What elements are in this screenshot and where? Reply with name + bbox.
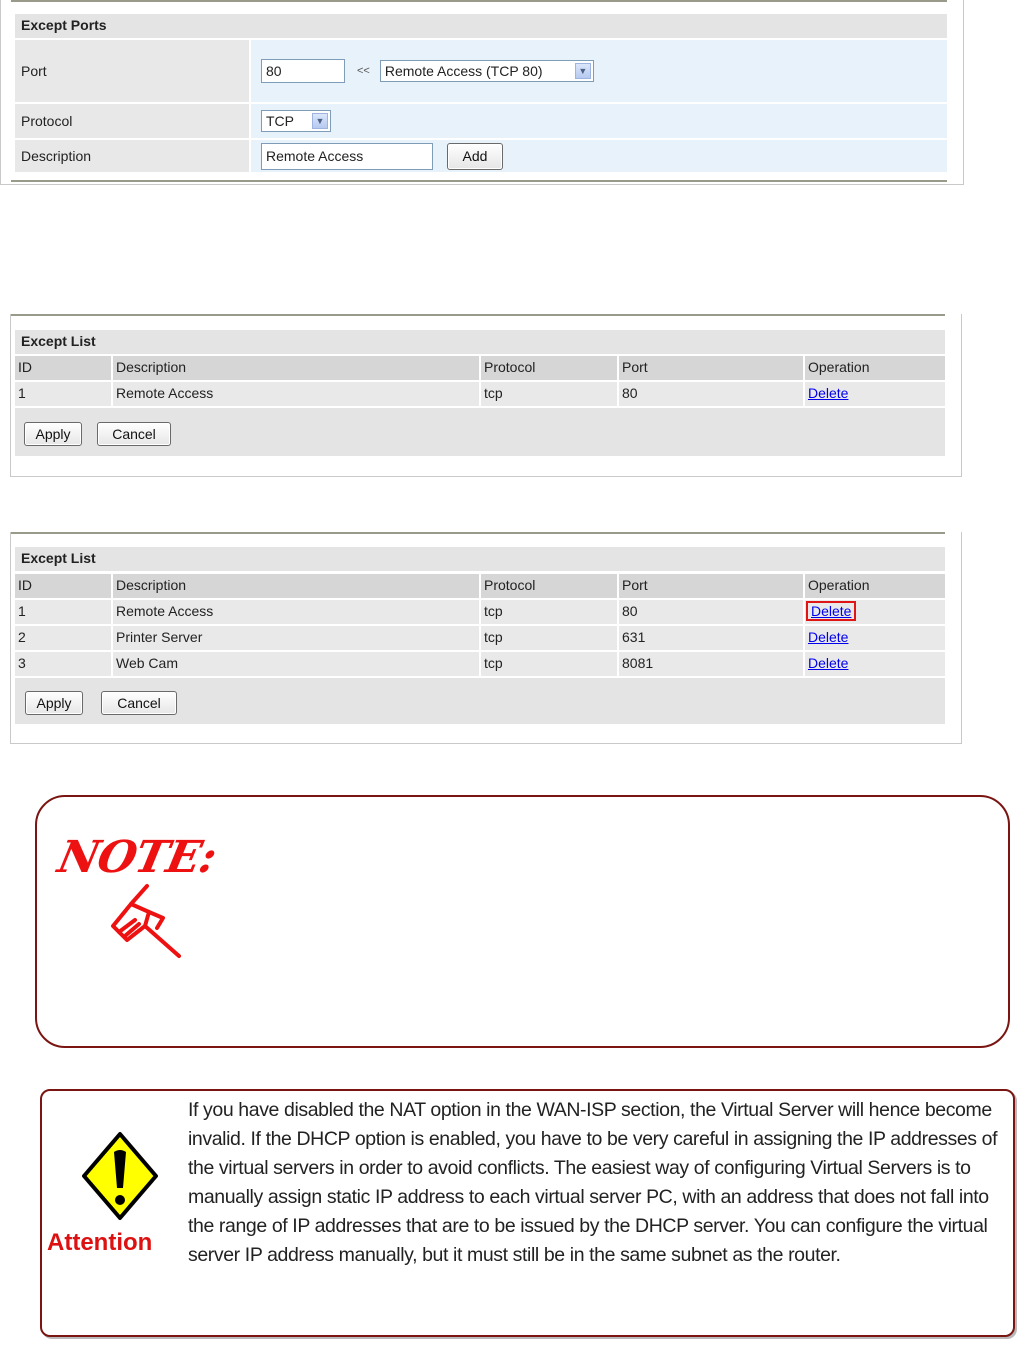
add-button[interactable]: Add [447, 143, 503, 170]
panel-top-rule [11, 314, 945, 316]
panel-top-rule [11, 0, 947, 2]
chevron-down-icon[interactable]: ▼ [575, 63, 591, 79]
port-preset-select[interactable] [380, 60, 594, 82]
protocol-value-cell [251, 104, 947, 138]
row-2-description: Printer Server [113, 626, 479, 650]
port-fill-arrow: << [357, 65, 370, 77]
except-list-title: Except List [15, 330, 945, 354]
row-3-id: 3 [15, 652, 111, 676]
port-label: Port [15, 40, 249, 102]
except-ports-panel [0, 0, 964, 185]
row-2-operation [805, 626, 945, 650]
delete-link-highlighted[interactable]: Delete [808, 603, 854, 619]
port-preset-value: Remote Access (TCP 80) [384, 63, 543, 79]
delete-link[interactable]: Delete [808, 655, 849, 671]
row-3-protocol: tcp [481, 652, 617, 676]
panel-top-rule [11, 532, 945, 534]
except-list-panel-2 [10, 532, 962, 744]
column-header-id: ID [15, 574, 111, 598]
column-header-protocol: Protocol [481, 356, 617, 380]
delete-link[interactable]: Delete [808, 629, 849, 645]
row-1-id: 1 [15, 600, 111, 624]
attention-text: If you have disabled the NAT option in the WAN-ISP section, the Virtual Server will hence become invalid. If the DHCP option is enabled, you have to be very careful in assigning the IP addresses of the virtual servers in order to avoid conflicts. The easiest way of configuring Virtual Servers is to manually assign static IP address to each virtual server PC, with an address that does not fall into the range of IP addresses that are to be issued by the DHCP server. You can configure the virtual server IP address manually, but it must still be in the same subnet as the router. [188, 1099, 998, 1266]
apply-button[interactable]: Apply [24, 422, 82, 446]
description-value-cell [251, 140, 947, 172]
column-header-protocol: Protocol [481, 574, 617, 598]
except-list-panel-1 [10, 314, 962, 477]
row-1-description: Remote Access [113, 600, 479, 624]
row-1-operation [805, 600, 945, 624]
row-2-port: 631 [619, 626, 803, 650]
row-1-description: Remote Access [113, 382, 479, 406]
row-3-port: 8081 [619, 652, 803, 676]
row-3-description: Web Cam [113, 652, 479, 676]
cancel-button[interactable]: Cancel [97, 422, 171, 446]
port-value-cell [251, 40, 947, 102]
column-header-operation: Operation [805, 574, 945, 598]
column-header-description: Description [113, 356, 479, 380]
description-label: Description [15, 140, 249, 172]
row-1-id: 1 [15, 382, 111, 406]
column-header-id: ID [15, 356, 111, 380]
protocol-value: TCP [266, 113, 294, 129]
column-header-port: Port [619, 574, 803, 598]
note-title: NOTE: [53, 832, 221, 883]
pen-hand-icon [105, 882, 183, 960]
column-header-operation: Operation [805, 356, 945, 380]
row-1-protocol: tcp [481, 600, 617, 624]
row-2-id: 2 [15, 626, 111, 650]
delete-link[interactable]: Delete [808, 385, 849, 401]
panel-bottom-rule [11, 180, 947, 182]
column-header-description: Description [113, 574, 479, 598]
row-3-operation [805, 652, 945, 676]
cancel-button[interactable]: Cancel [101, 691, 177, 715]
column-header-port: Port [619, 356, 803, 380]
protocol-select[interactable] [261, 110, 331, 132]
description-input[interactable]: Remote Access [261, 143, 433, 170]
list-footer [15, 408, 945, 456]
row-1-operation [805, 382, 945, 406]
list-footer [15, 678, 945, 724]
attention-label: Attention [47, 1229, 153, 1256]
protocol-label: Protocol [15, 104, 249, 138]
except-ports-title: Except Ports [15, 14, 947, 38]
port-input[interactable]: 80 [261, 59, 345, 83]
except-list-title: Except List [15, 547, 945, 571]
row-1-port: 80 [619, 600, 803, 624]
row-1-port: 80 [619, 382, 803, 406]
warning-diamond-icon [80, 1130, 160, 1222]
row-2-protocol: tcp [481, 626, 617, 650]
apply-button[interactable]: Apply [25, 691, 83, 715]
row-1-protocol: tcp [481, 382, 617, 406]
chevron-down-icon[interactable]: ▼ [312, 113, 328, 129]
